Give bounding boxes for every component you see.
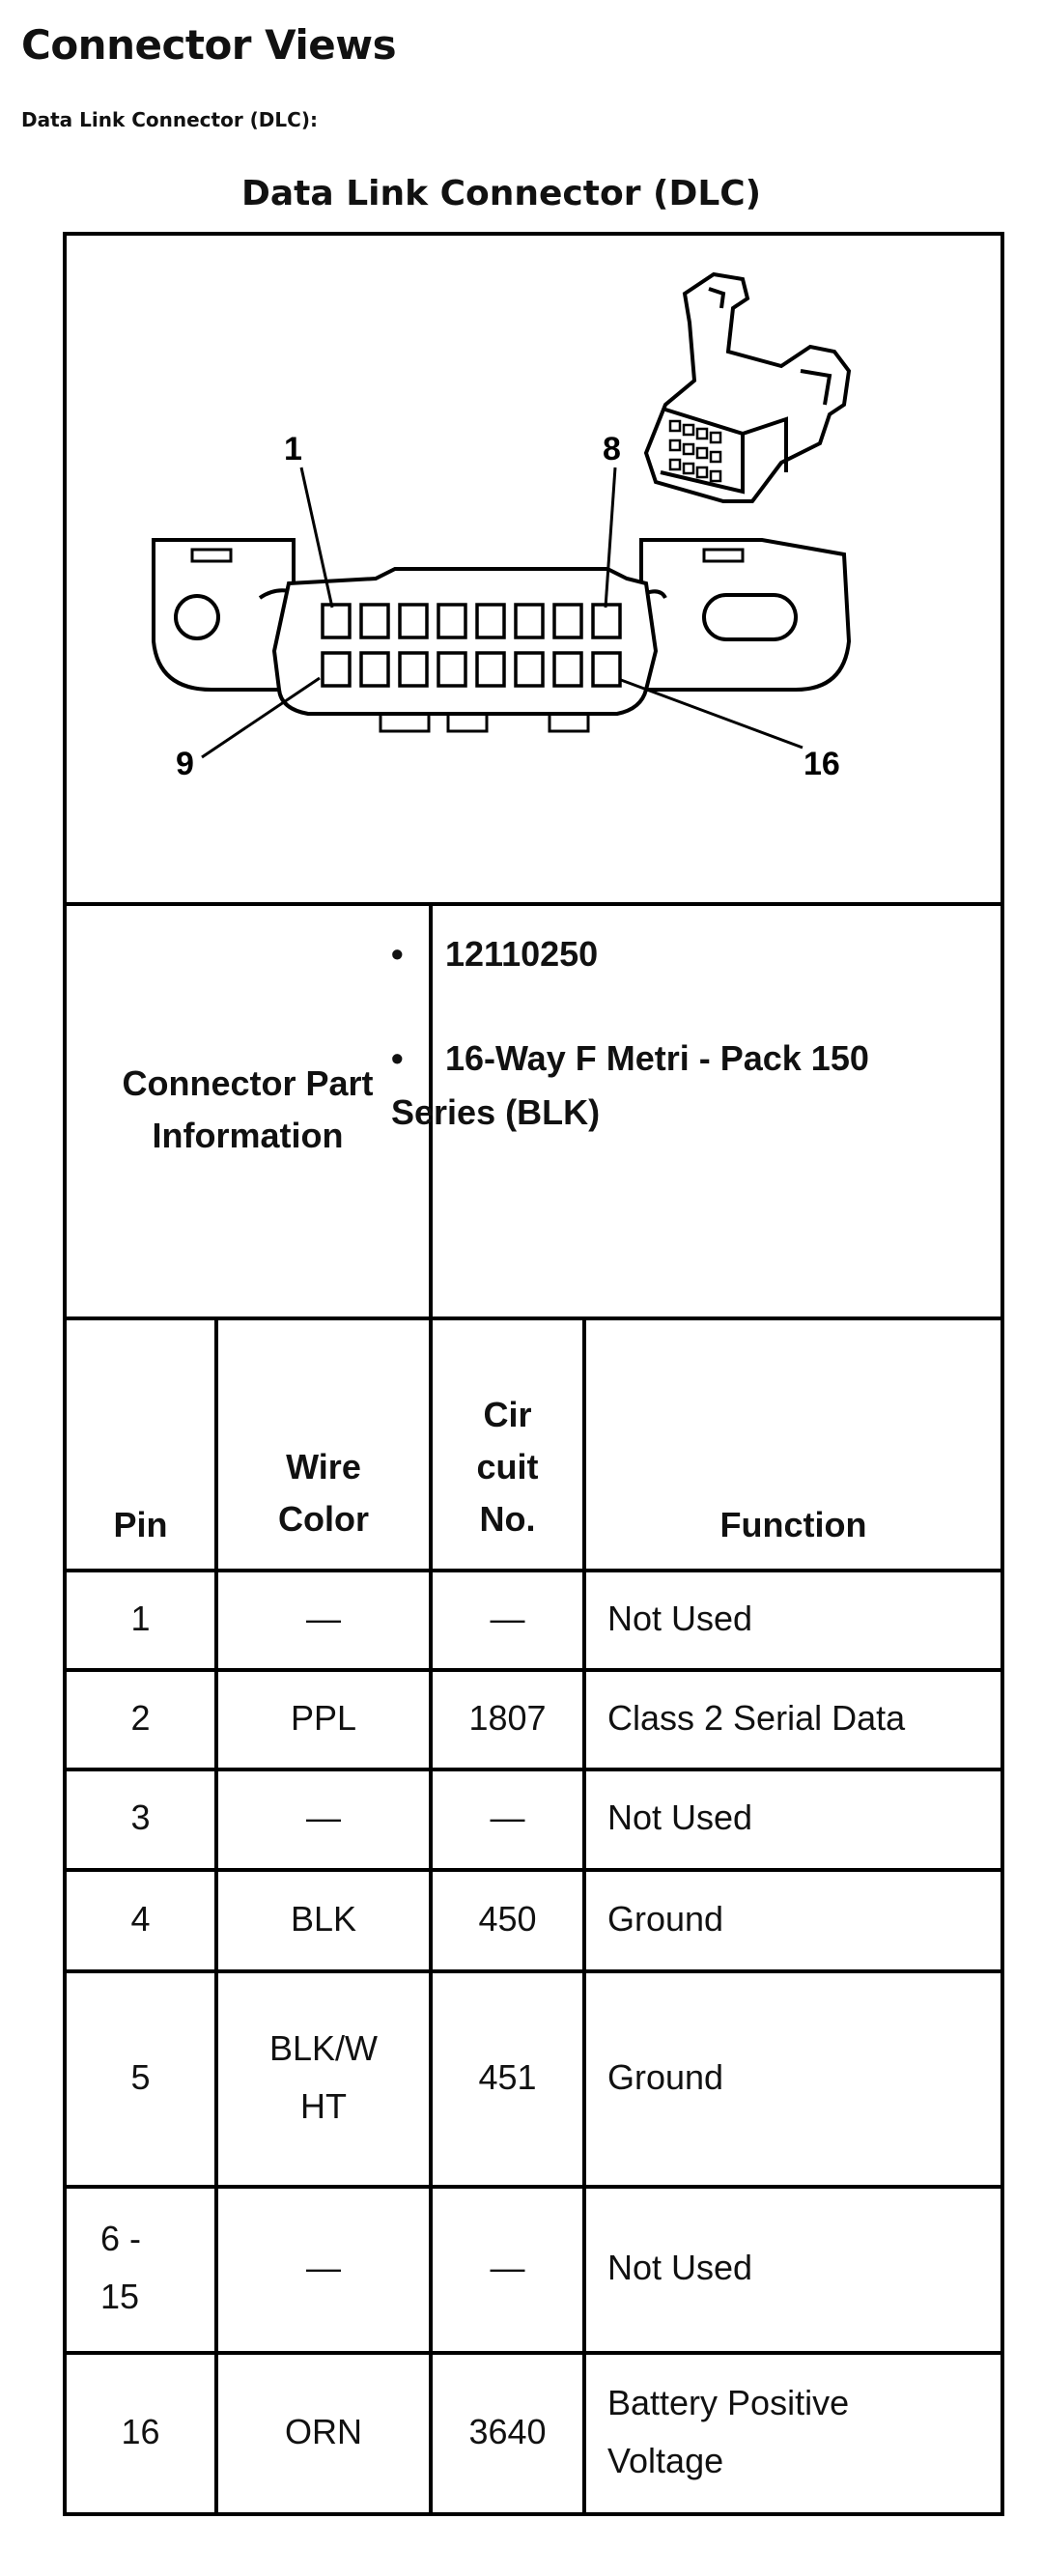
table-cell-circuit: — (490, 1598, 525, 1638)
table-cell-circuit: — (490, 2248, 525, 2287)
table-cell-function: Battery Positive Voltage (607, 2382, 850, 2480)
table-cell-function: Class 2 Serial Data (607, 1697, 906, 1738)
table-cell-circuit: 451 (478, 2056, 537, 2097)
part-info-item: • 16-Way F Metri - Pack 150 Series (BLK) (391, 1038, 869, 1132)
pin-label-8: 8 (603, 431, 621, 467)
table-cell-pin: 3 (130, 1798, 151, 1837)
table-cell-color: BLK (290, 1898, 357, 1939)
table-cell-circuit: — (490, 1798, 525, 1837)
pin-label-1: 1 (284, 431, 302, 467)
table-cell-pin: 4 (130, 1898, 151, 1939)
table-cell-pin: 1 (130, 1598, 151, 1638)
part-info-label: Connector Part Information (122, 1062, 374, 1155)
header-function: Function (719, 1505, 867, 1544)
table-cell-color: — (306, 1798, 341, 1837)
header-pin: Pin (113, 1505, 168, 1544)
table-cell-function: Not Used (607, 2248, 753, 2287)
table-cell-circuit: 1807 (468, 1697, 547, 1738)
part-info-item: • 12110250 (391, 934, 599, 974)
figure-title: Data Link Connector (DLC) (241, 174, 762, 213)
table-cell-pin: 6 - 15 (100, 2219, 142, 2316)
table-cell-circuit: 450 (478, 1898, 537, 1939)
table-cell-pin: 16 (121, 2411, 160, 2451)
table-cell-pin: 5 (130, 2056, 151, 2097)
header-circuit-no: Cir cuit No. (476, 1395, 539, 1539)
table-cell-color: PPL (290, 1697, 357, 1738)
dlc-connector-diagram (67, 236, 1001, 904)
table-cell-color: BLK/W HT (268, 2027, 379, 2126)
table-cell-pin: 2 (130, 1697, 151, 1738)
pin-label-16: 16 (803, 746, 840, 782)
connector-face (154, 540, 849, 731)
connector-3d-illustration (646, 274, 849, 501)
table-cell-function: Ground (607, 1898, 724, 1939)
table-cell-color: ORN (285, 2411, 362, 2451)
table-cell-color: — (306, 1598, 341, 1638)
table-cell-function: Not Used (607, 1798, 753, 1837)
table-cell-circuit: 3640 (468, 2411, 547, 2451)
table-cell-function: Ground (607, 2056, 724, 2097)
part-info-list (391, 927, 932, 1140)
pin-label-9: 9 (176, 746, 194, 782)
table-cell-color: — (306, 2248, 341, 2287)
header-wire-color: Wire Color (278, 1447, 369, 1539)
section-label: Data Link Connector (DLC): (21, 108, 318, 131)
page-title: Connector Views (21, 21, 397, 69)
table-cell-function: Not Used (607, 1598, 753, 1638)
